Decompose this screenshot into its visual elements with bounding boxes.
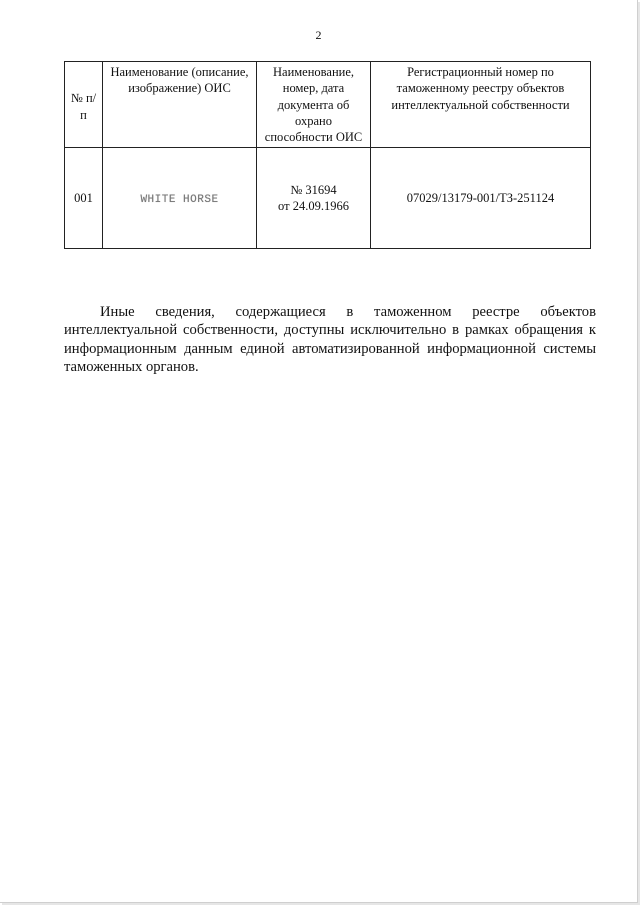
table-row bbox=[65, 148, 591, 249]
document-number: № 31694 bbox=[290, 183, 337, 197]
page-number: 2 bbox=[315, 28, 322, 42]
header-registration-number: Регистрационный номер по таможенному реестру объектов интеллектуальной собственности bbox=[371, 62, 591, 148]
register-table bbox=[64, 61, 591, 249]
header-protection-document: Наименование, номер, дата документа об охрано способности ОИС bbox=[257, 62, 371, 148]
trademark-cell bbox=[103, 148, 257, 249]
note-paragraph: Иные сведения, содержащиеся в таможенном реестре объектов интеллектуальной собственности, доступны исключительно в рамках обращения к информационным данным единой автоматизированной информационной системы таможенных органов. bbox=[64, 303, 596, 376]
trademark-wordmark: WHITE HORSE bbox=[140, 193, 219, 206]
row-number: 001 bbox=[65, 148, 103, 249]
table-header-row bbox=[65, 62, 591, 148]
header-object-name: Наименование (описание, изображение) ОИС bbox=[103, 62, 257, 148]
protection-document-cell bbox=[257, 148, 371, 249]
document-date: от 24.09.1966 bbox=[278, 199, 349, 214]
registration-number: 07029/13179-001/ТЗ-251124 bbox=[371, 148, 591, 249]
header-number: № п/п bbox=[65, 62, 103, 148]
